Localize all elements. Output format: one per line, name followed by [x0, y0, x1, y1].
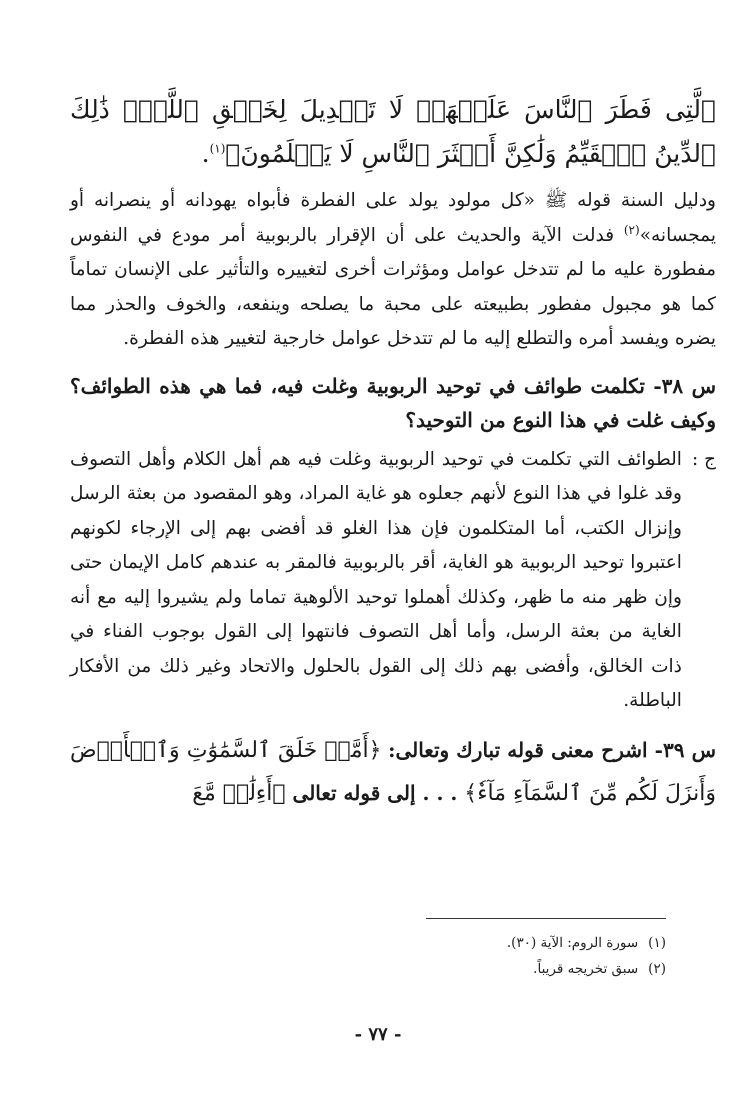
question-39-label: س ٣٩- اشرح معنى قوله تبارك وتعالى: [388, 737, 716, 762]
footnote-1 [106, 930, 666, 956]
footnote-ref-2: (٢) [623, 222, 640, 237]
footnote-2 [106, 956, 666, 982]
footnote-ref-1: (١) [209, 141, 226, 156]
footnote-text: سبق تخريجه قريباً. [533, 961, 639, 977]
page-body [70, 88, 716, 815]
page-number: - ٧٧ - [354, 1024, 402, 1045]
answer-label: ج : [691, 448, 716, 470]
answer-38-text: الطوائف التي تكلمت في توحيد الربوبية وغلت فيه هم أهل الكلام وأهل التصوف وقد غلوا في هذا النوع لأنهم جعلوه هو غاية المراد، وهو المقصود من بعثة الرسل وإنزال الكتب، أما المتكلمون فإن هذا الغلو قد أفضى بهم إلى الإرجاء لكونهم اعتبروا توحيد الربوبية هو الغاية، أقر بالربوبية فالمقر به عندهم كامل الإيمان حتى وإن ظهر منه ما ظهر، وكذلك أهملوا توحيد الألوهية تماما ولم يشيروا إليه مع أنه الغاية من بعثة الرسل، وأما أهل التصوف فانتهوا إلى القول بوجوب الفناء في ذات الخالق، وأفضى بهم ذلك إلى القول بالحلول والاتحاد وغير ذلك من الأفكار الباطلة. [70, 448, 682, 711]
paragraph-commentary: فدلت الآية والحديث على أن الإقرار بالربوبية أمر مودع في النفوس مفطورة عليه ما لم تتدخل عوامل ومؤثرات أخرى لتغييره والتأثير على الإنسان تماماً كما هو مجبول مفطور بطبيعته على محبة ما يصلحه وينفعه، والخوف والحذر مما يضره ويفسد أمره والتطلع إليه ما لم تتدخل عوامل خارجية لتغيير هذه الفطرة. [70, 224, 716, 349]
question-38: س ٣٨- تكلمت طوائف في توحيد الربوبية وغلت فيه، فما هي هذه الطوائف؟ وكيف غلت في هذا النوع من التوحيد؟ [70, 373, 716, 432]
question-39 [70, 729, 716, 815]
quran-verse-end: . [201, 139, 210, 168]
quran-verse-top [70, 88, 716, 176]
answer-38 [70, 443, 716, 719]
footnote-number: (٢) [648, 961, 666, 977]
footnote-text: سورة الروم: الآية (٣٠). [506, 935, 639, 951]
question-39-verse-1: ﴿أَمَّنۡ خَلَقَ ٱلسَّمَٰوَٰتِ وَٱلۡأَرۡضَ وَأَنزَلَ لَكُم مِّنَ ٱلسَّمَآءِ مَآءٗ﴾ [70, 737, 716, 806]
question-39-mid: . . . إلى قوله تعالى [285, 780, 465, 805]
footnote-divider [426, 918, 666, 919]
question-39-verse-2: ﴿أَءِلَٰهٞ مَّعَ [192, 780, 286, 806]
quran-verse-text: ٱلَّتِى فَطَرَ ٱلنَّاسَ عَلَيۡهَاۚ لَا تَبۡدِيلَ لِخَلۡقِ ٱللَّهِۚ ذَٰلِكَ ٱلدِّينُ ٱلۡقَيِّمُ وَلَٰكِنَّ أَكۡثَرَ ٱلنَّاسِ لَا يَعۡلَمُونَ﴾ [70, 95, 716, 168]
paragraph-hadith-text: ودليل السنة قوله ﷺ «كل مولود يولد على الفطرة فأبواه يهودانه أو ينصرانه أو يمجسانه» [70, 190, 716, 246]
footnotes [106, 930, 666, 982]
footnote-number: (١) [648, 935, 666, 951]
paragraph-sunnah-evidence [70, 184, 716, 357]
